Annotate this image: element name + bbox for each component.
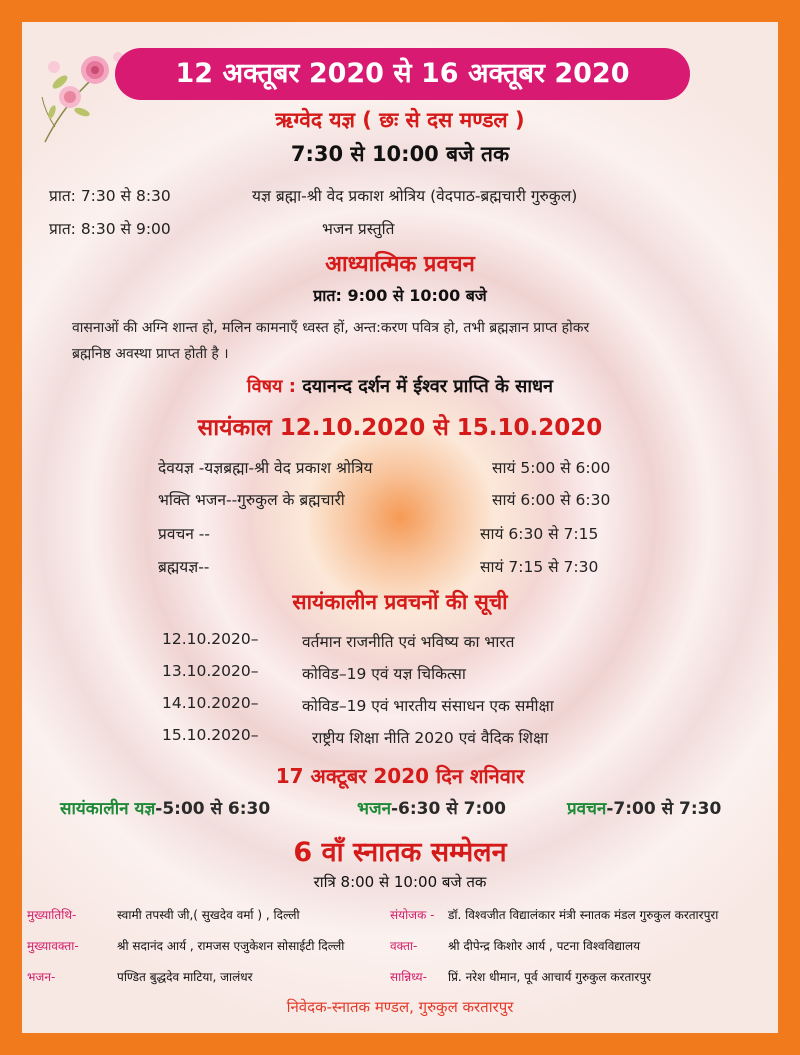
evening-row-4-right: सायं 7:15 से 7:30 [480,558,599,576]
saturday-title: 17 अक्टूबर 2020 दिन शनिवार [275,764,525,788]
footer-request: निवेदक-स्नातक मण्डल, गुरुकुल करतारपुर [286,998,514,1016]
chief-speaker-label: मुख्यावक्ता- [27,939,79,953]
morning-row-1-time: प्रात: 7:30 से 8:30 [49,187,171,205]
org-row-2 [390,937,640,954]
convener-value: डॉ. विश्वजीत विद्यालंकार मंत्री स्नातक मंडल गुरुकुल करतारपुरा [448,908,719,922]
guest-row-1 [27,906,300,923]
evening-row-2-right: सायं 6:00 से 6:30 [492,491,611,509]
speaker-value: श्री दीपेन्द्र किशोर आर्य , पटना विश्वविद्यालय [448,939,641,953]
bhajan-label: भजन- [27,970,56,984]
poster-body [22,22,778,1033]
topic-text: दयानन्द दर्शन में ईश्वर प्राप्ति के साधन [302,376,554,397]
saturday-item-pravachan [567,796,721,819]
saturday-pravachan-time: -7:00 से 7:30 [606,799,722,819]
saturday-bhajan-time: -6:30 से 7:00 [391,799,506,819]
convocation-time: रात्रि 8:00 से 10:00 बजे तक [313,873,487,891]
saturday-item-bhajan [357,796,506,819]
evening-row-1-right: सायं 5:00 से 6:00 [492,459,611,477]
saturday-yagya-time: -5:00 से 6:30 [155,799,271,819]
evening-row-1-left: देवयज्ञ -यज्ञब्रह्मा-श्री वेद प्रकाश श्रोत्रिय [158,459,373,477]
lecture-4-topic: राष्ट्रीय शिक्षा नीति 2020 एवं वैदिक शिक्षा [312,729,549,747]
lecture-3-topic: कोविड–19 एवं भारतीय संसाधन एक समीक्षा [302,697,554,715]
convener-label: संयोजक - [390,908,435,922]
rigveda-yagya-title: ऋग्वेद यज्ञ ( छः से दस मण्डल ) [275,108,525,132]
saturday-pravachan-label: प्रवचन [567,799,607,819]
chief-guest-label: मुख्यातिथि- [27,908,77,922]
evening-row-3-right: सायं 6:30 से 7:15 [480,525,599,543]
lectures-title: सायंकालीन प्रवचनों की सूची [292,590,508,614]
guest-row-2 [27,937,344,954]
lecture-2-topic: कोविड–19 एवं यज्ञ चिकित्सा [302,665,466,683]
bhajan-value: पण्डित बुद्धदेव माटिया, जालंधर [117,970,253,984]
presence-label: सान्निध्य- [390,970,427,984]
presence-value: प्रिं. नरेश धीमान, पूर्व आचार्य गुरुकुल करतारपुर [448,970,652,984]
org-row-3 [390,968,651,985]
morning-row-2-desc: भजन प्रस्तुति [322,220,395,238]
spiritual-lecture-title: आध्यात्मिक प्रवचन [325,252,475,277]
morning-row-1-desc: यज्ञ ब्रह्मा-श्री वेद प्रकाश श्रोत्रिय (वेदपाठ-ब्रह्मचारी गुरुकुल) [252,187,578,205]
evening-row-2-left: भक्ति भजन--गुरुकुल के ब्रह्मचारी [158,491,345,509]
org-row-1 [390,906,718,923]
speaker-label: वक्ता- [390,939,418,953]
spiritual-paragraph-line-2: ब्रह्मनिष्ठ अवस्था प्राप्त होती है । [72,346,229,362]
lecture-2-date: 13.10.2020– [162,662,259,680]
date-range-banner: 12 अक्तूबर 2020 से 16 अक्तूबर 2020 [115,48,690,100]
lecture-1-topic: वर्तमान राजनीति एवं भविष्य का भारत [302,633,515,651]
morning-time: 7:30 से 10:00 बजे तक [290,142,510,166]
guest-row-3 [27,968,253,985]
lecture-3-date: 14.10.2020– [162,694,259,712]
saturday-yagya-label: सायंकालीन यज्ञ [60,799,156,819]
lecture-1-date: 12.10.2020– [162,630,259,648]
evening-row-4-left: ब्रह्मयज्ञ-- [158,558,210,576]
chief-guest-value: स्वामी तपस्वी जी,( सुखदेव वर्मा ) , दिल्ली [117,908,300,922]
evening-title: सायंकाल 12.10.2020 से 15.10.2020 [197,415,603,441]
spiritual-time: प्रात: 9:00 से 10:00 बजे [313,286,487,305]
topic-line [22,374,778,398]
lecture-4-date: 15.10.2020– [162,726,259,744]
convocation-title: 6 वाँ स्नातक सम्मेलन [293,837,507,868]
saturday-bhajan-label: भजन [357,799,391,819]
evening-row-3-left: प्रवचन -- [158,525,210,543]
saturday-item-yagya [60,796,270,819]
morning-row-2-time: प्रात: 8:30 से 9:00 [49,220,171,238]
spiritual-paragraph-line-1: वासनाओं की अग्नि शान्त हो, मलिन कामनाएँ ध्वस्त हों, अन्त:करण पवित्र हो, तभी ब्रह्मज्ञान प्राप्त होकर [72,320,590,336]
topic-label: विषय : [246,376,296,397]
chief-speaker-value: श्री सदानंद आर्य , रामजस एजुकेशन सोसाईटी दिल्ली [117,939,345,953]
